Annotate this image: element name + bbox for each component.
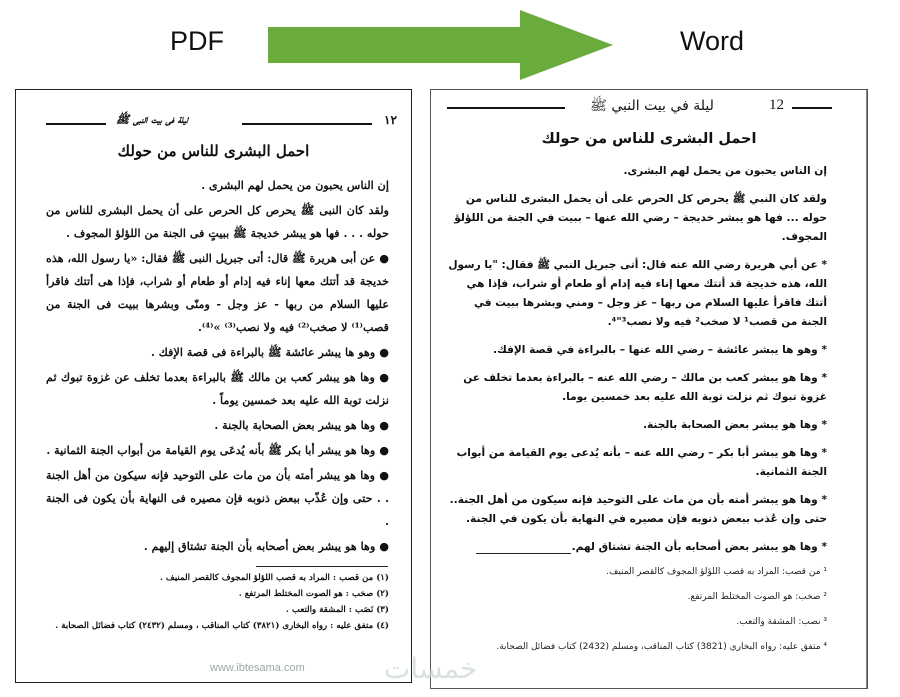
word-footnotes [447, 560, 827, 660]
footnote-separator [476, 553, 571, 554]
pdf-paragraph: ولقد كان النبى ﷺ يحرص كل الحرص على أن يحمل البشرى للناس من حوله . . . فها هو يبشر خديجة ﷺ ببيتٍ فى الجنة من اللؤلؤ المجوف . [46, 203, 389, 240]
word-paragraph: * وهو ها يبشر عائشة – رضي الله عنها – بالبراءة في قصة الإفك. [493, 344, 827, 356]
pdf-page-number: ١٢ [384, 113, 397, 127]
word-page [430, 89, 868, 689]
word-paragraph: ولقد كان النبي ﷺ يحرص كل الحرص على أن يحمل البشرى للناس من حوله ... فها هو يبشر خديجة – رضي الله عنها – ببيت في الجنة من اللؤلؤ المجوف. [454, 193, 827, 243]
pdf-paragraph: ● وها هو يبشر أبا بكر ﷺ بأنه يُدعَى يوم القيامة من أبواب الجنة الثمانية . [46, 443, 389, 457]
word-footnote: ¹ من قصب: المراد به قصب اللؤلؤ المجوف كالقصر المنيف. [606, 567, 827, 577]
watermark-url: www.ibtesama.com [210, 662, 305, 674]
word-footnote: ⁴ متفق عليه: رواه البخاري (3821) كتاب المناقب، ومسلم (2432) كتاب فضائل الصحابة. [496, 642, 827, 652]
word-paragraph: * عن أبي هريرة رضي الله عنه قال: أتى جبريل النبي ﷺ فقال: "يا رسول الله، هذه خديجة قد أتتك معها إناء فيه إدام أو طعام أو شراب، فإذا هي أتتك فاقرأ عليها السلام من ربها – عز وجل – ومني وبشرها ببيت في الجنة من قصب¹ لا صخب² فيه ولا نصب³"⁴. [448, 259, 827, 328]
word-body [447, 162, 827, 566]
word-label: Word [680, 26, 745, 56]
pdf-footnote: (٣) نَصَب : المشقة والتعب . [285, 605, 389, 615]
word-paragraph: إن الناس يحبون من يحمل لهم البشرى. [623, 165, 827, 177]
pdf-page [15, 89, 412, 683]
word-running-title: ليلة في بيت النبي ﷺ [590, 98, 714, 114]
pdf-paragraph: ● وها هو يبشر بعض أصحابه بأن الجنة تشتاق إليهم . [143, 539, 389, 553]
header-rule [792, 107, 832, 109]
pdf-paragraph: ● وها هو يبشر بعض الصحابة بالجنة . [214, 418, 389, 432]
header-rule [46, 123, 106, 125]
word-paragraph: * وها هو يبشر بعض أصحابه بأن الجنة تشتاق لهم. [571, 541, 827, 553]
word-page-number: 12 [769, 97, 784, 113]
word-paragraph: * وها هو يبشر كعب بن مالك – رضي الله عنه – بالبراءة بعدما تخلف عن غزوة تبوك ثم نزلت توبة الله عليه بعد خمسين يوما. [463, 372, 827, 403]
pdf-paragraph: ● وها هو يبشر كعب بن مالك ﷺ بالبراءة بعدما تخلف عن غزوة تبوك ثم نزلت توبة الله عليه بعد خمسين يوماً . [46, 370, 389, 407]
pdf-running-header [46, 113, 397, 130]
word-title: احمل البشرى للناس من حولك [541, 131, 757, 147]
pdf-paragraph: ● عن أبى هريرة ﷺ قال: أتى جبريل النبى ﷺ فقال: «يا رسول الله، هذه خديجة قد أتتك معها إناء فيه إدام أو طعام أو شراب، فإذا هى أتتك فاقرأ عليها السلام من ربها - عز وجل - ومنّى وبشرها ببيت فى الجنة من قصب⁽¹⁾ لا صخب⁽²⁾ فيه ولا نصب⁽³⁾ »⁽⁴⁾. [46, 251, 389, 334]
pdf-paragraph: ● وهو ها يبشر عائشة ﷺ بالبراءة فى قصة الإفك . [150, 345, 389, 359]
pdf-footnotes [46, 570, 389, 634]
pdf-label: PDF [170, 26, 224, 56]
word-running-header [447, 98, 831, 116]
pdf-title: احمل البشرى للناس من حولك [117, 142, 310, 160]
pdf-running-title: ليلة فى بيت النبى ﷺ [116, 113, 188, 126]
watermark-logo: خمسات [384, 652, 478, 685]
pdf-footnote: (٢) صخب : هو الصوت المختلط المرتفع . [238, 589, 389, 599]
word-footnote: ³ نصب: المشقة والتعب. [736, 617, 827, 627]
word-paragraph: * وها هو يبشر أبا بكر – رضي الله عنه – بأنه يُدعى يوم القيامة من أبواب الجنة الثمانية. [456, 447, 827, 478]
pdf-body [46, 174, 389, 560]
pdf-footnote: (٤) متفق عليه : رواه البخارى (٣٨٢١) كتاب المناقب ، ومسلم (٢٤٣٢) كتاب فضائل الصحابة . [55, 621, 389, 631]
header-rule [242, 123, 372, 125]
footnote-separator [256, 566, 388, 567]
pdf-paragraph: ● وها هو يبشر أمته بأن من مات على التوحيد فإنه سيكون من أهل الجنة . . حتى وإن عُذّب ببعض ذنوبه فإن مصيره فى النهاية بأن يكون فى الجنة . [46, 468, 389, 528]
pdf-paragraph: إن الناس يحبون من يحمل لهم البشرى . [201, 178, 389, 192]
right-arrow-icon [268, 10, 613, 80]
word-paragraph: * وها هو يبشر أمته بأن من مات على التوحيد فإنه سيكون من أهل الجنة.. حتى وإن عُذب ببعض ذنوبه فإن مصيره في النهاية بأن يكون في الجنة. [449, 494, 827, 525]
word-footnote: ² صخب: هو الصوت المختلط المرتفع. [687, 592, 827, 602]
header-rule [447, 107, 565, 109]
word-paragraph: * وها هو يبشر بعض الصحابة بالجنة. [642, 419, 827, 431]
pdf-footnote: (١) من قصب : المراد به قصب اللؤلؤ المجوف كالقصر المنيف . [159, 573, 389, 583]
